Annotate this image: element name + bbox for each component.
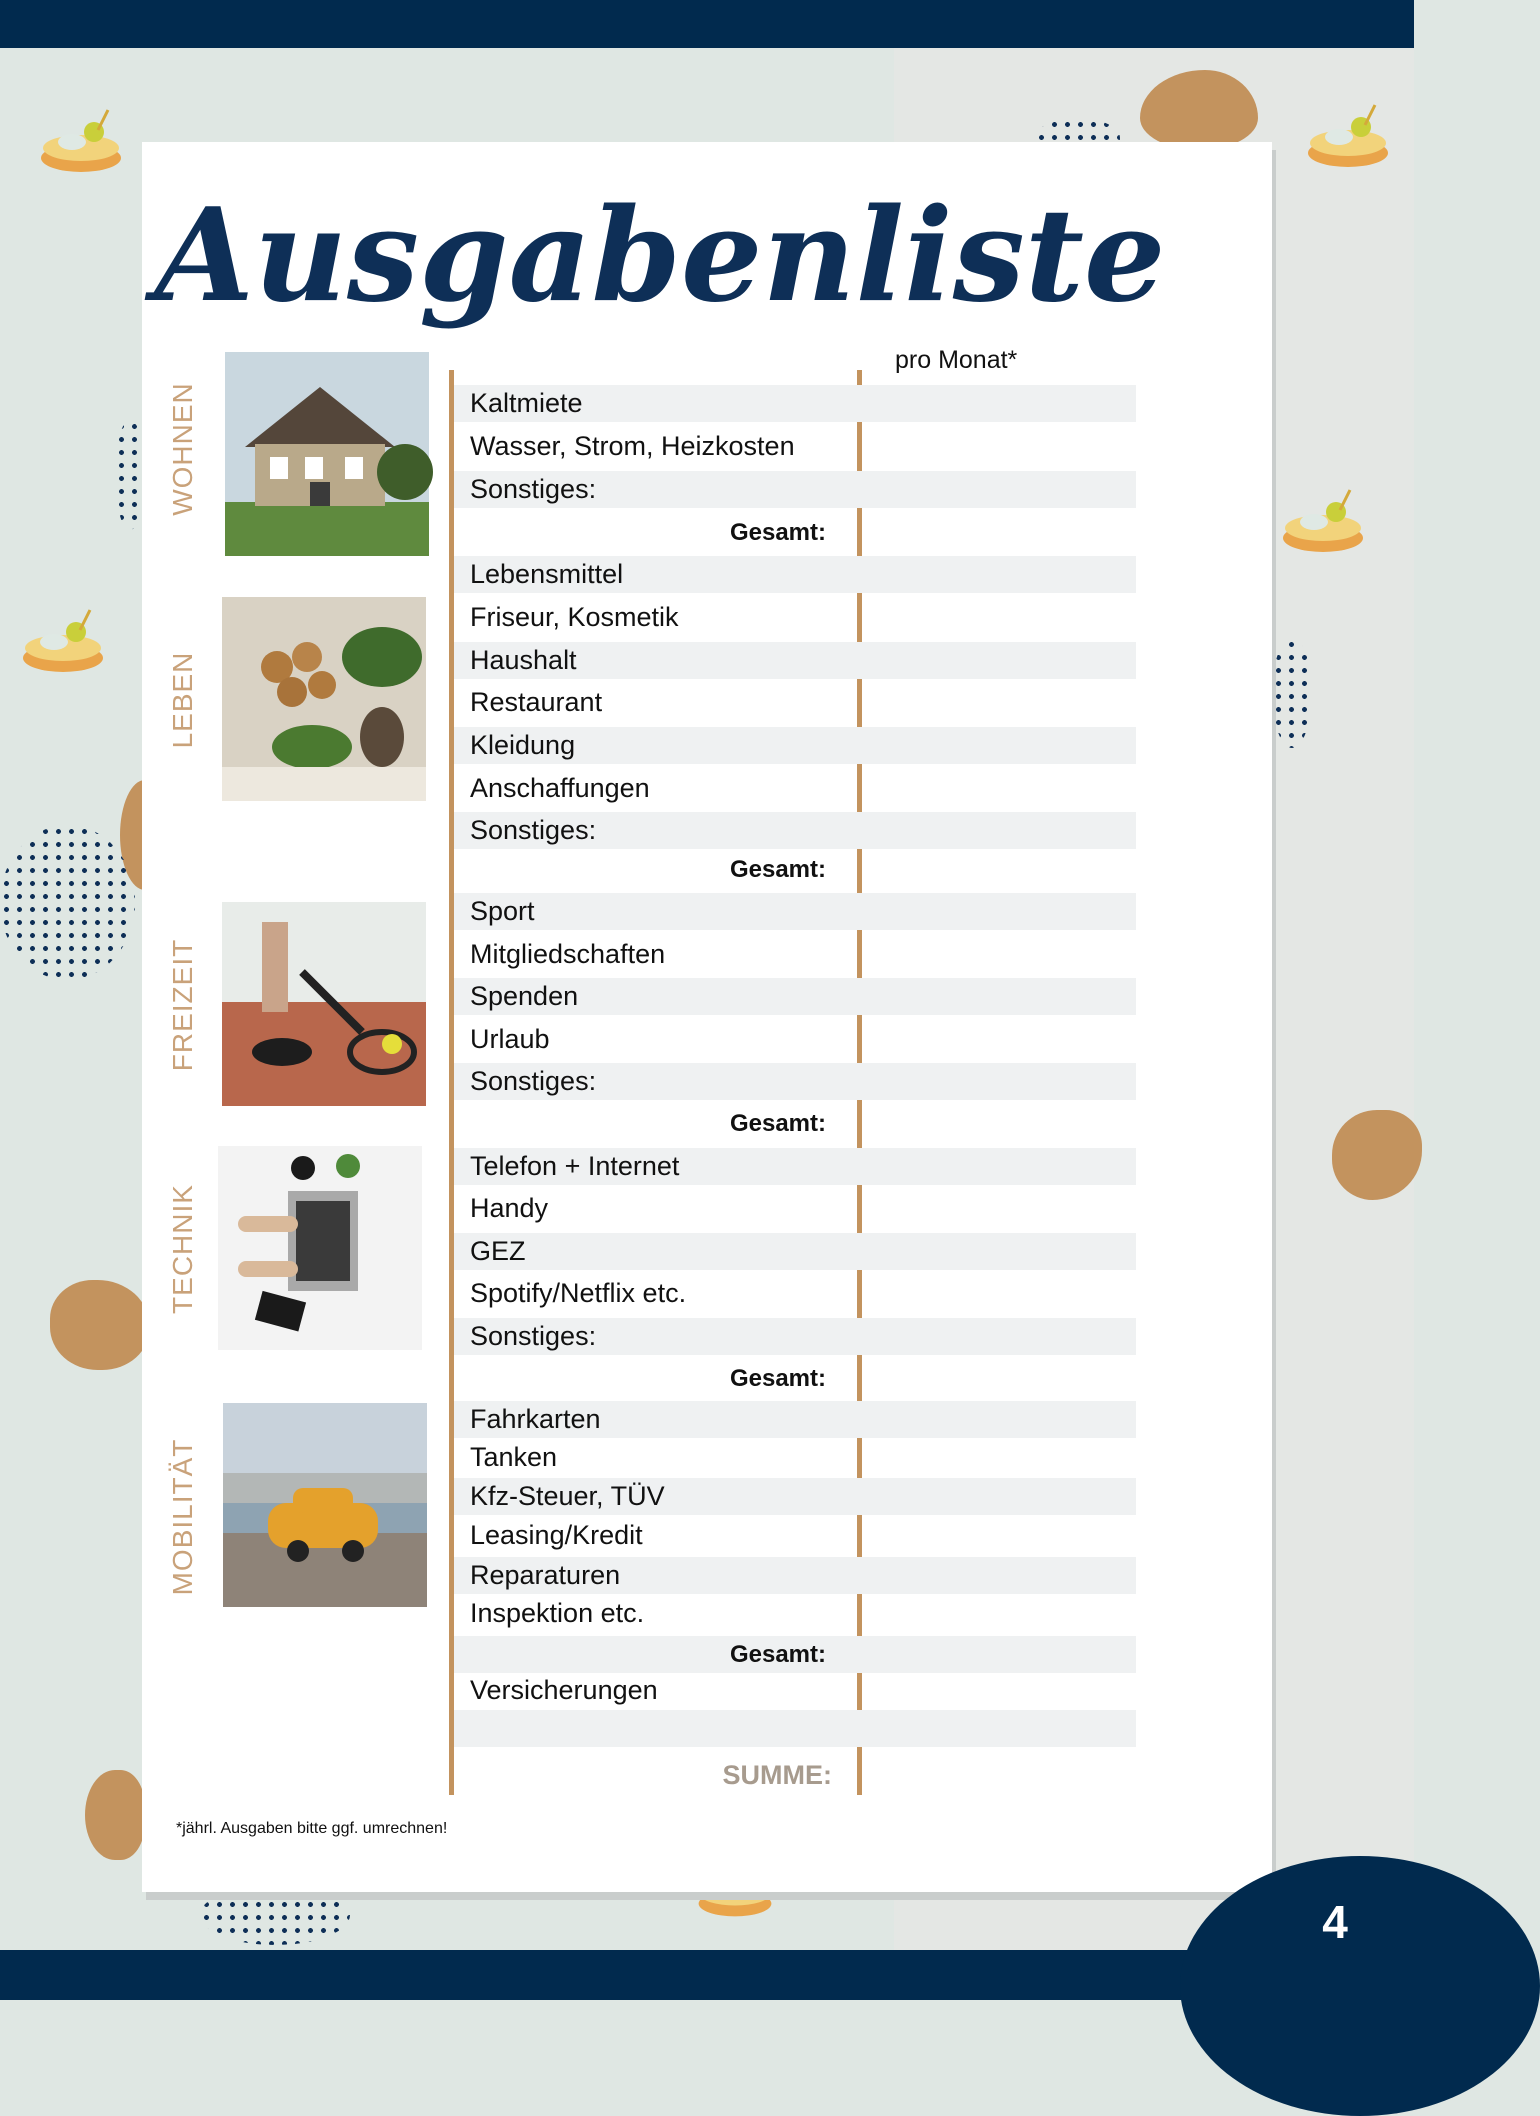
row-label: Anschaffungen [470, 773, 650, 803]
table-row [454, 1318, 1136, 1355]
table-row [454, 1190, 1136, 1227]
category-label-leben: LEBEN [167, 651, 198, 749]
table-row-empty [454, 1710, 1136, 1747]
table-row [454, 1439, 1136, 1476]
row-label: GEZ [470, 1236, 526, 1266]
page-title-text: Ausgabenliste [154, 181, 1166, 331]
row-label: Sport [470, 896, 535, 926]
category-label-freizeit: FREIZEIT [167, 938, 198, 1072]
olive-bowl-icon [20, 610, 106, 674]
row-label: Handy [470, 1193, 549, 1223]
table-row [454, 1517, 1136, 1554]
row-label: Sonstiges: [470, 1321, 597, 1351]
row-total-label: Gesamt: [729, 1641, 826, 1668]
table-row [454, 471, 1136, 508]
row-total-label: Gesamt: [729, 1365, 826, 1392]
olive-bowl-icon [1305, 105, 1391, 169]
category-label-wohnen: WOHNEN [167, 382, 198, 516]
toy-car-photo [223, 1403, 427, 1607]
table-row [454, 556, 1136, 593]
row-label: Wasser, Strom, Heizkosten [470, 431, 795, 461]
row-label: Spenden [470, 981, 579, 1011]
groceries-photo [222, 597, 426, 801]
row-label: Sonstiges: [470, 815, 597, 845]
decor-dots [115, 420, 145, 530]
page-number: 4 [1322, 1896, 1348, 1948]
row-total-label: Gesamt: [729, 519, 826, 546]
table-row [454, 1478, 1136, 1515]
row-label: Haushalt [470, 645, 577, 675]
table-row-total [454, 851, 1136, 888]
row-label: Kaltmiete [470, 388, 583, 418]
footnote: *jährl. Ausgaben bitte ggf. umrechnen! [176, 1820, 448, 1837]
table-row [454, 1233, 1136, 1270]
decor-dots [0, 825, 135, 980]
row-label: Fahrkarten [470, 1404, 601, 1434]
row-label: Reparaturen [470, 1560, 621, 1590]
decor-dots [1272, 638, 1312, 748]
table-row-total [454, 1636, 1136, 1673]
table-row [454, 1063, 1136, 1100]
laptop-photo [218, 1146, 422, 1350]
row-label: Tanken [470, 1442, 558, 1472]
table-row [454, 770, 1136, 807]
table-row [454, 727, 1136, 764]
table-row-total [454, 1360, 1136, 1397]
row-label: Spotify/Netflix etc. [470, 1278, 687, 1308]
row-label: Inspektion etc. [470, 1598, 645, 1628]
table-row [454, 642, 1136, 679]
table-row [454, 893, 1136, 930]
row-label: Telefon + Internet [470, 1151, 680, 1181]
sum-label: SUMME: [722, 1760, 832, 1790]
row-label: Lebensmittel [470, 559, 624, 589]
category-label-mobilitaet: MOBILITÄT [167, 1438, 198, 1596]
row-label: Sonstiges: [470, 474, 597, 504]
table-row [454, 1401, 1136, 1438]
row-total-label: Gesamt: [729, 856, 826, 883]
row-label: Mitgliedschaften [470, 939, 666, 969]
row-label: Urlaub [470, 1024, 550, 1054]
table-row [454, 684, 1136, 721]
table-row [454, 1672, 1136, 1709]
page-title [154, 150, 1166, 370]
table-row [454, 1595, 1136, 1632]
row-label: Sonstiges: [470, 1066, 597, 1096]
olive-bowl-icon [38, 110, 124, 174]
decor-blob [85, 1770, 145, 1860]
tennis-photo [222, 902, 426, 1106]
table-row [454, 812, 1136, 849]
row-label: Kleidung [470, 730, 576, 760]
table-row [454, 428, 1136, 465]
row-label: Restaurant [470, 687, 603, 717]
row-label: Leasing/Kredit [470, 1520, 643, 1550]
row-label: Kfz-Steuer, TÜV [470, 1481, 665, 1511]
table-row [454, 936, 1136, 973]
table-row-total [454, 514, 1136, 551]
category-label-technik: TECHNIK [167, 1184, 198, 1314]
table-row [454, 385, 1136, 422]
table-row [454, 978, 1136, 1015]
decor-blob [50, 1280, 150, 1370]
table-row [454, 1275, 1136, 1312]
olive-bowl-icon [1280, 490, 1366, 554]
table-row [454, 1148, 1136, 1185]
house-photo [225, 352, 429, 556]
row-label: Versicherungen [470, 1675, 658, 1705]
top-bar [0, 0, 1414, 48]
row-total-label: Gesamt: [729, 1110, 826, 1137]
table-row [454, 599, 1136, 636]
table-row [454, 1557, 1136, 1594]
table-row [454, 1021, 1136, 1058]
row-label: Friseur, Kosmetik [470, 602, 679, 632]
table-row-total [454, 1105, 1136, 1142]
column-header: pro Monat* [895, 346, 1018, 374]
